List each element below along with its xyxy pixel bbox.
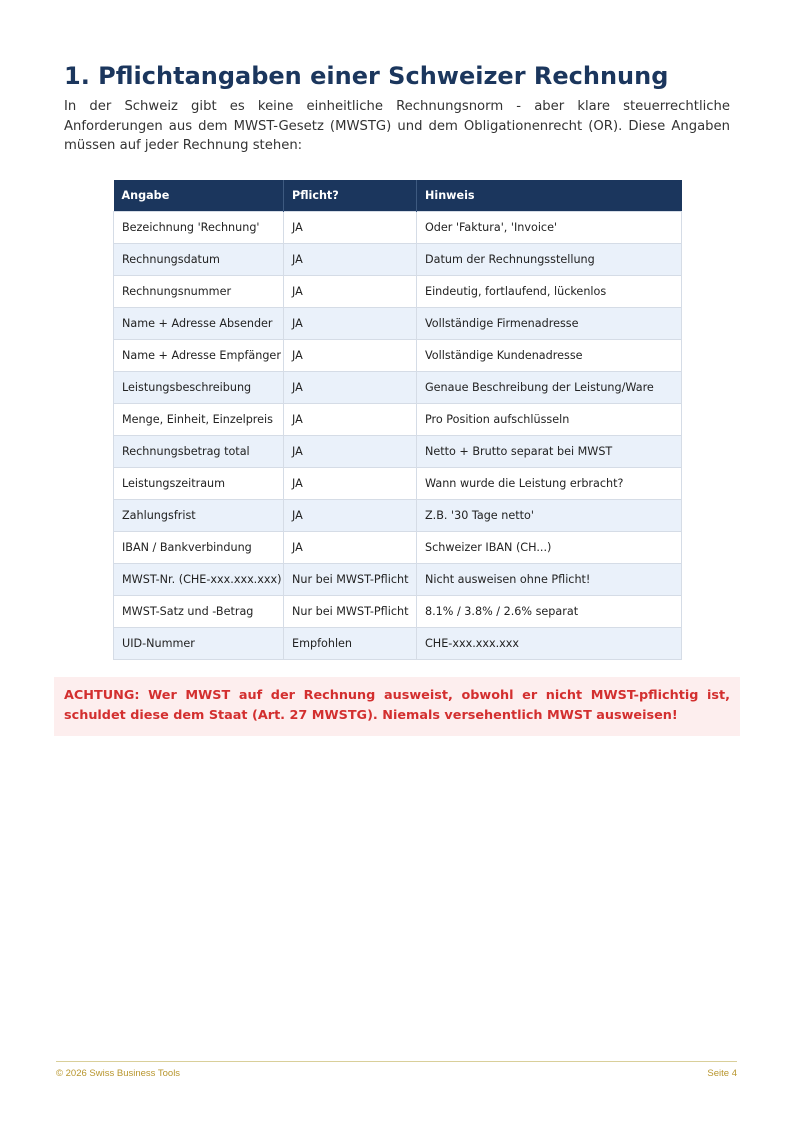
cell-pflicht: JA [284,436,417,468]
cell-hinweis: 8.1% / 3.8% / 2.6% separat [417,596,682,628]
warning-text: ACHTUNG: Wer MWST auf der Rechnung ausweist, obwohl er nicht MWST-pflichtig ist, schuldet diese dem Staat (Art. 27 MWSTG). Niemals versehentlich MWST ausweisen! [64,688,730,723]
cell-angabe: MWST-Nr. (CHE-xxx.xxx.xxx) [114,564,284,596]
cell-hinweis: Wann wurde die Leistung erbracht? [417,468,682,500]
cell-hinweis: Schweizer IBAN (CH...) [417,532,682,564]
cell-hinweis: Oder 'Faktura', 'Invoice' [417,212,682,244]
cell-hinweis: Nicht ausweisen ohne Pflicht! [417,564,682,596]
cell-hinweis: Pro Position aufschlüsseln [417,404,682,436]
cell-angabe: UID-Nummer [114,628,284,660]
table-row [114,564,682,596]
cell-hinweis: Genaue Beschreibung der Leistung/Ware [417,372,682,404]
cell-angabe: Rechnungsbetrag total [114,436,284,468]
cell-pflicht: JA [284,340,417,372]
cell-angabe: Leistungsbeschreibung [114,372,284,404]
cell-pflicht: JA [284,276,417,308]
cell-pflicht: JA [284,532,417,564]
cell-pflicht: JA [284,468,417,500]
footer-copyright: © 2026 Swiss Business Tools [56,1068,181,1079]
cell-angabe: Menge, Einheit, Einzelpreis [114,404,284,436]
cell-hinweis: Z.B. '30 Tage netto' [417,500,682,532]
cell-hinweis: Vollständige Kundenadresse [417,340,682,372]
requirements-table [113,180,682,660]
cell-pflicht: JA [284,244,417,276]
cell-hinweis: Netto + Brutto separat bei MWST [417,436,682,468]
table-row [114,468,682,500]
cell-angabe: Name + Adresse Absender [114,308,284,340]
cell-angabe: Name + Adresse Empfänger [114,340,284,372]
table-row [114,340,682,372]
cell-angabe: Rechnungsdatum [114,244,284,276]
table-row [114,596,682,628]
column-header-angabe: Angabe [114,180,284,212]
cell-hinweis: Eindeutig, fortlaufend, lückenlos [417,276,682,308]
cell-angabe: IBAN / Bankverbindung [114,532,284,564]
table-row [114,404,682,436]
table-row [114,276,682,308]
cell-hinweis: CHE-xxx.xxx.xxx [417,628,682,660]
cell-pflicht: JA [284,500,417,532]
cell-angabe: Leistungszeitraum [114,468,284,500]
table-row [114,244,682,276]
footer-divider [56,1061,737,1062]
table-row [114,500,682,532]
cell-pflicht: JA [284,404,417,436]
cell-angabe: MWST-Satz und -Betrag [114,596,284,628]
cell-pflicht: JA [284,212,417,244]
table-row [114,628,682,660]
table-row [114,532,682,564]
column-header-pflicht: Pflicht? [284,180,417,212]
footer-page-number: Seite 4 [707,1068,737,1079]
table-row [114,212,682,244]
page-title: 1. Pflichtangaben einer Schweizer Rechnung [64,62,669,90]
cell-pflicht: Nur bei MWST-Pflicht [284,596,417,628]
cell-pflicht: JA [284,308,417,340]
table-row [114,308,682,340]
intro-paragraph: In der Schweiz gibt es keine einheitliche Rechnungsnorm - aber klare steuerrechtliche Anforderungen aus dem MWST-Gesetz (MWSTG) und dem Obligationenrecht (OR). Diese Angaben müssen auf jeder Rechnung stehen: [64,99,730,153]
cell-hinweis: Datum der Rechnungsstellung [417,244,682,276]
cell-angabe: Rechnungsnummer [114,276,284,308]
cell-hinweis: Vollständige Firmenadresse [417,308,682,340]
cell-pflicht: JA [284,372,417,404]
cell-angabe: Bezeichnung 'Rechnung' [114,212,284,244]
table-row [114,436,682,468]
warning-box [54,677,740,736]
cell-angabe: Zahlungsfrist [114,500,284,532]
cell-pflicht: Empfohlen [284,628,417,660]
table-row [114,372,682,404]
cell-pflicht: Nur bei MWST-Pflicht [284,564,417,596]
table-header-row [114,180,682,212]
column-header-hinweis: Hinweis [417,180,682,212]
